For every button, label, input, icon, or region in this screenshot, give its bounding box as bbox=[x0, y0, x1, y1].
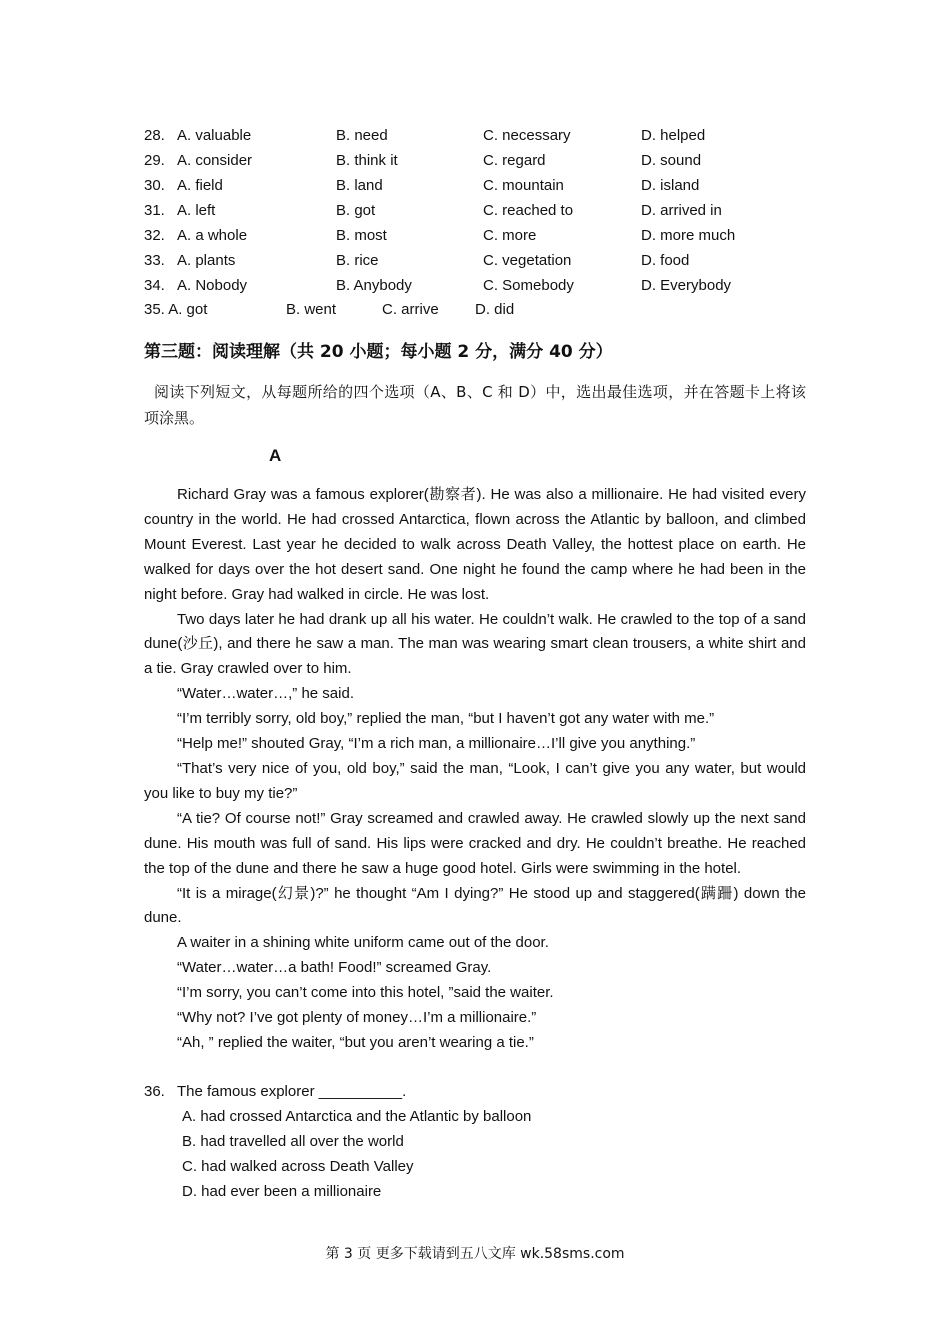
option-c: C. regard bbox=[483, 152, 546, 169]
option-a: A. field bbox=[177, 177, 223, 194]
passage-paragraph: “I’m terribly sorry, old boy,” replied the man, “but I haven’t got any water with me.” bbox=[177, 710, 715, 728]
option-c: C. necessary bbox=[483, 127, 571, 144]
option-a: A. plants bbox=[177, 252, 236, 269]
option-d: D. helped bbox=[641, 127, 706, 144]
answer-choice-c: C. had walked across Death Valley bbox=[182, 1157, 414, 1175]
question-number: 31. bbox=[144, 202, 165, 219]
q35-option-a: 35. A. got bbox=[144, 301, 208, 318]
cloze-option-row bbox=[144, 124, 824, 148]
option-b: B. got bbox=[336, 202, 376, 219]
option-a: A. consider bbox=[177, 152, 253, 169]
passage-paragraph: “Ah, ” replied the waiter, “but you aren’t wearing a tie.” bbox=[177, 1033, 534, 1051]
cloze-option-row bbox=[144, 149, 824, 173]
question-number: 34. bbox=[144, 277, 165, 294]
passage-paragraph: “I’m sorry, you can’t come into this hotel, ”said the waiter. bbox=[177, 984, 554, 1002]
answer-choice-d: D. had ever been a millionaire bbox=[182, 1182, 382, 1200]
question-stem bbox=[144, 1080, 806, 1105]
cloze-option-row bbox=[144, 224, 824, 248]
option-b: B. need bbox=[336, 127, 388, 144]
section-title: 第三题：阅读理解（共 20 小题；每小题 2 分，满分 40 分） bbox=[144, 342, 613, 362]
cloze-option-row bbox=[144, 249, 824, 273]
passage-paragraph: “Water…water…,” he said. bbox=[177, 685, 354, 703]
instructions: 阅读下列短文，从每题所给的四个选项（A、B、C 和 D）中，选出最佳选项，并在答题卡上将该项涂黑。 bbox=[144, 383, 806, 427]
option-b: B. think it bbox=[336, 152, 398, 169]
question-number: 36. bbox=[144, 1083, 165, 1100]
cloze-option-row bbox=[144, 274, 824, 298]
cloze-option-row bbox=[144, 174, 824, 198]
option-d: D. Everybody bbox=[641, 277, 732, 294]
passage-paragraph: Two days later he had drank up all his water. He couldn’t walk. He crawled to the top of a sand dune(沙丘), and there he saw a man. The man was wearing smart clean trousers, a white shirt and a tie. Gray crawled over to him. bbox=[144, 610, 806, 678]
option-b: B. Anybody bbox=[336, 277, 412, 294]
option-c: C. Somebody bbox=[483, 277, 574, 294]
reading-passage bbox=[144, 483, 806, 1056]
option-c: C. vegetation bbox=[483, 252, 572, 269]
question-number: 29. bbox=[144, 152, 165, 169]
option-a: A. left bbox=[177, 202, 216, 219]
option-d: D. food bbox=[641, 252, 690, 269]
option-c: C. more bbox=[483, 227, 537, 244]
passage-paragraph: “A tie? Of course not!” Gray screamed and crawled away. He crawled slowly up the next sand dune. His mouth was full of sand. His lips were cracked and dry. He couldn’t breathe. He reached the top of the dune and there he saw a huge good hotel. Girls were swimming in the hotel. bbox=[144, 809, 806, 877]
option-d: D. sound bbox=[641, 152, 702, 169]
passage-paragraph: “It is a mirage(幻景)?” he thought “Am I dying?” He stood up and staggered(蹒跚) down the dune. bbox=[144, 884, 806, 927]
option-a: A. valuable bbox=[177, 127, 252, 144]
passage-paragraph: “Why not? I’ve got plenty of money…I’m a millionaire.” bbox=[177, 1009, 537, 1027]
question-number: 30. bbox=[144, 177, 165, 194]
answer-choice-a: A. had crossed Antarctica and the Atlantic by balloon bbox=[182, 1107, 532, 1125]
option-d: D. more much bbox=[641, 227, 736, 244]
q35-option-b: B. went bbox=[286, 301, 337, 318]
option-c: C. mountain bbox=[483, 177, 564, 194]
question-number: 33. bbox=[144, 252, 165, 269]
option-b: B. most bbox=[336, 227, 387, 244]
q35-option-d: D. did bbox=[475, 301, 515, 318]
passage-paragraph: A waiter in a shining white uniform came out of the door. bbox=[177, 934, 549, 952]
option-b: B. land bbox=[336, 177, 383, 194]
q35-option-c: C. arrive bbox=[382, 301, 439, 318]
option-d: D. island bbox=[641, 177, 700, 194]
option-c: C. reached to bbox=[483, 202, 574, 219]
option-a: A. a whole bbox=[177, 227, 248, 244]
passage-paragraph: “That’s very nice of you, old boy,” said the man, “Look, I can’t give you any water, but would you like to buy my tie?” bbox=[144, 759, 806, 802]
option-a: A. Nobody bbox=[177, 277, 248, 294]
passage-paragraph: “Water…water…a bath! Food!” screamed Gray. bbox=[177, 959, 492, 977]
passage-paragraph: “Help me!” shouted Gray, “I’m a rich man, a millionaire…I’ll give you anything.” bbox=[177, 735, 696, 753]
option-b: B. rice bbox=[336, 252, 379, 269]
page-footer: 第 3 页 更多下载请到五八文库 wk.58sms.com bbox=[325, 1246, 625, 1262]
passage-paragraph: Richard Gray was a famous explorer(勘察者). He was also a millionaire. He had visited every country in the world. He had crossed Antarctica, flown across the Atlantic by balloon, and climbed Mount Everest. Last year he decided to walk across Death Valley, the hottest place on earth. He walked for days over the hot desert sand. One night he found the camp where he had been in the night before. Gray had walked in circle. He was lost. bbox=[144, 486, 806, 603]
answer-choice-b: B. had travelled all over the world bbox=[182, 1132, 404, 1150]
question-36 bbox=[144, 1080, 806, 1205]
question-number: 28. bbox=[144, 127, 165, 144]
question-text: The famous explorer __________. bbox=[177, 1083, 407, 1100]
passage-label: A bbox=[269, 446, 282, 465]
question-number: 32. bbox=[144, 227, 165, 244]
option-d: D. arrived in bbox=[641, 202, 722, 219]
cloze-option-row bbox=[144, 199, 824, 223]
